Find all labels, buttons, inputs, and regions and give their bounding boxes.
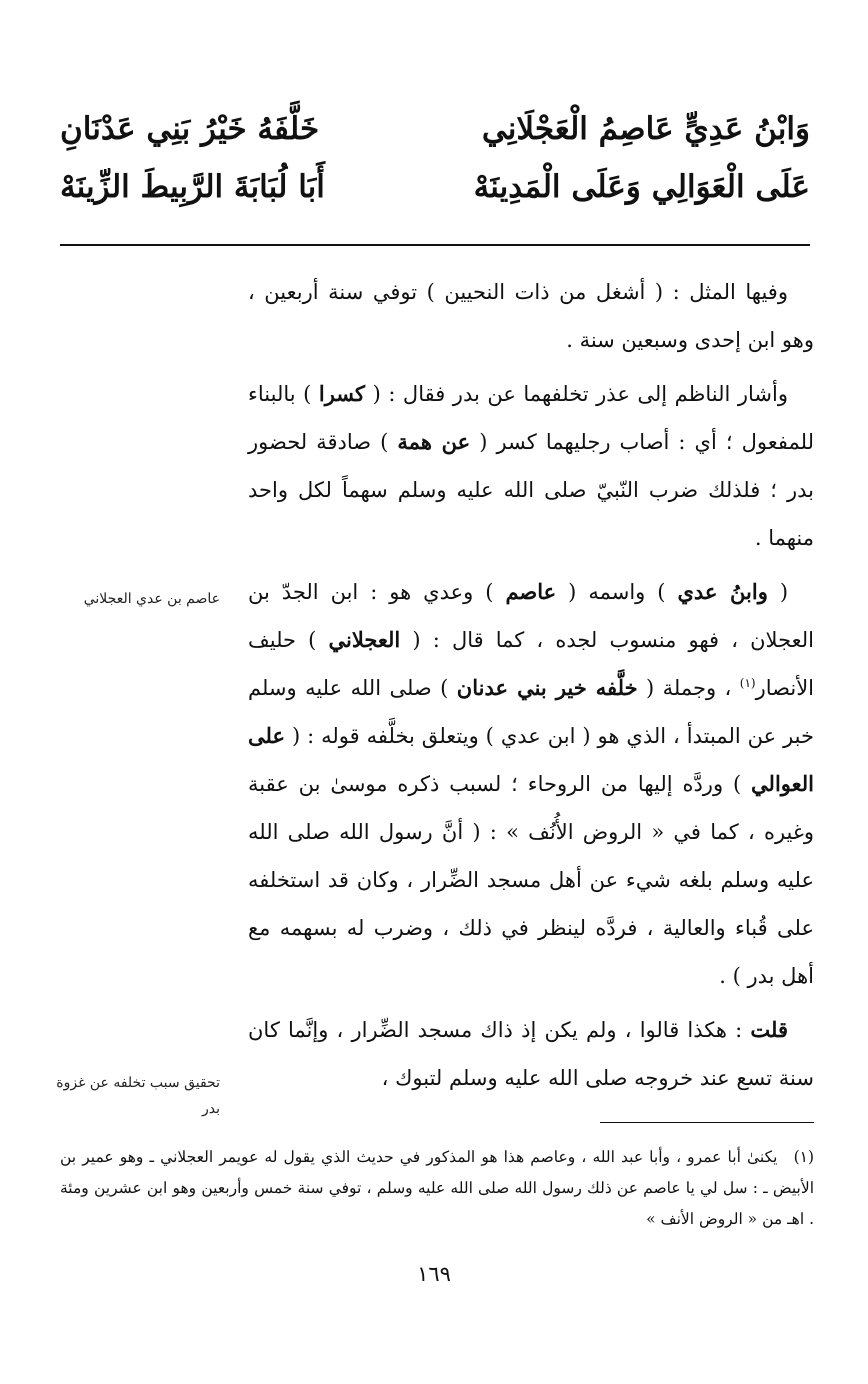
margin-note: تحقيق سبب تخلفه عن غزوة بدر bbox=[56, 1075, 220, 1117]
quoted-verse-term: العجلاني bbox=[328, 627, 401, 652]
commentary-paragraph bbox=[248, 370, 814, 562]
footnote-divider bbox=[600, 1122, 814, 1123]
footnote bbox=[60, 1142, 814, 1252]
verse-line bbox=[60, 158, 810, 216]
text-run: ) وعدي هو : ابن الجدّ بن العجلان ، فهو منسوب لجده ، كما قال : ( bbox=[248, 580, 814, 652]
verse-block bbox=[60, 100, 810, 220]
quoted-verse-term: عن همة bbox=[397, 429, 471, 454]
verse-second-hemistich: أَبَا لُبَابَةَ الرَّبِيطَ الزِّينَهْ bbox=[60, 169, 325, 205]
quoted-verse-term: خلَّفه خير بني عدنان bbox=[456, 675, 638, 700]
text-run: : هكذا قالوا ، ولم يكن إذ ذاك مسجد الضِّرار ، وإنَّما كان سنة تسع عند خروجه صلى الله عليه وسلم لتبوك ، bbox=[248, 1018, 814, 1090]
text-run: ( bbox=[767, 580, 789, 604]
page-number: ١٦٩ bbox=[417, 1262, 451, 1286]
verse-divider bbox=[60, 244, 810, 246]
commentary-paragraph bbox=[248, 268, 814, 364]
text-run: وأشار الناظم إلى عذر تخلفهما عن بدر فقال : ( bbox=[365, 382, 788, 406]
quoted-verse-term: على العوالي bbox=[248, 723, 814, 796]
commentary-paragraph bbox=[248, 1006, 814, 1102]
footnote-reference: (١) bbox=[739, 676, 756, 690]
footnote-text: يكنىٰ أبا عمرو ، وأبا عبد الله ، وعاصم هذا هو المذكور في حديث الذي يقول له عويمر العجلاني ـ وهو عمير بن الأبيض ـ : سل لي يا عاصم عن ذلك رسول الله صلى الله عليه وسلم ، توفي سنة خمس وأربعين وهو ابن عشرين ومئة . اهـ من « الروض الأنف » bbox=[60, 1148, 814, 1228]
margin-note: عاصم بن عدي العجلاني bbox=[83, 591, 220, 607]
text-run: ) وردَّه إليها من الروحاء ؛ لسبب ذكره موسىٰ بن عقبة وغيره ، كما في « الروض الأُنُف » : ( أنَّ رسول الله صلى الله عليه وسلم بلغه شيء عن أهل مسجد الضِّرار ، وكان قد استخلفه على قُباء والعالية ، فردَّه لينظر في ذلك ، وضرب له بسهمه مع أهل بدر ) . bbox=[248, 772, 814, 988]
commentary-paragraph bbox=[248, 568, 814, 1000]
verse-second-hemistich: خَلَّفَهُ خَيْرُ بَنِي عَدْنَانِ bbox=[60, 111, 320, 147]
text-run: ) بالبناء للمفعول ؛ أي : أصاب رجليهما كسر ( bbox=[248, 382, 814, 454]
text-run: ) واسمه ( bbox=[556, 580, 678, 604]
verse-first-hemistich: عَلَى الْعَوَالِي وَعَلَى الْمَدِينَهْ bbox=[473, 169, 810, 205]
quoted-verse-term: كسرا bbox=[318, 381, 366, 406]
text-run: ) صلى الله عليه وسلم خبر عن المبتدأ ، الذي هو ( ابن عدي ) ويتعلق بخلَّفه قوله : ( bbox=[248, 676, 814, 748]
text-run: ) صادقة لحضور بدر ؛ فلذلك ضرب النّبيّ صلى الله عليه وسلم سهماً لكل واحد منهما . bbox=[248, 430, 814, 550]
text-run: ، وجملة ( bbox=[637, 676, 740, 700]
verse-first-hemistich: وَابْنُ عَدِيٍّ عَاصِمُ الْعَجْلَانِي bbox=[481, 111, 810, 147]
quoted-verse-term: عاصم bbox=[505, 579, 557, 604]
text-run: وفيها المثل : ( أشغل من ذات النحيين ) توفي سنة أربعين ، وهو ابن إحدى وسبعين سنة . bbox=[248, 280, 814, 352]
quoted-verse-term: قلت bbox=[750, 1017, 788, 1042]
footnote-number: (١) bbox=[793, 1148, 815, 1166]
quoted-verse-term: وابنُ عدي bbox=[677, 579, 768, 604]
verse-line bbox=[60, 100, 810, 158]
text-run: ) حليف الأنصار bbox=[248, 628, 814, 700]
commentary-text bbox=[248, 268, 814, 1090]
